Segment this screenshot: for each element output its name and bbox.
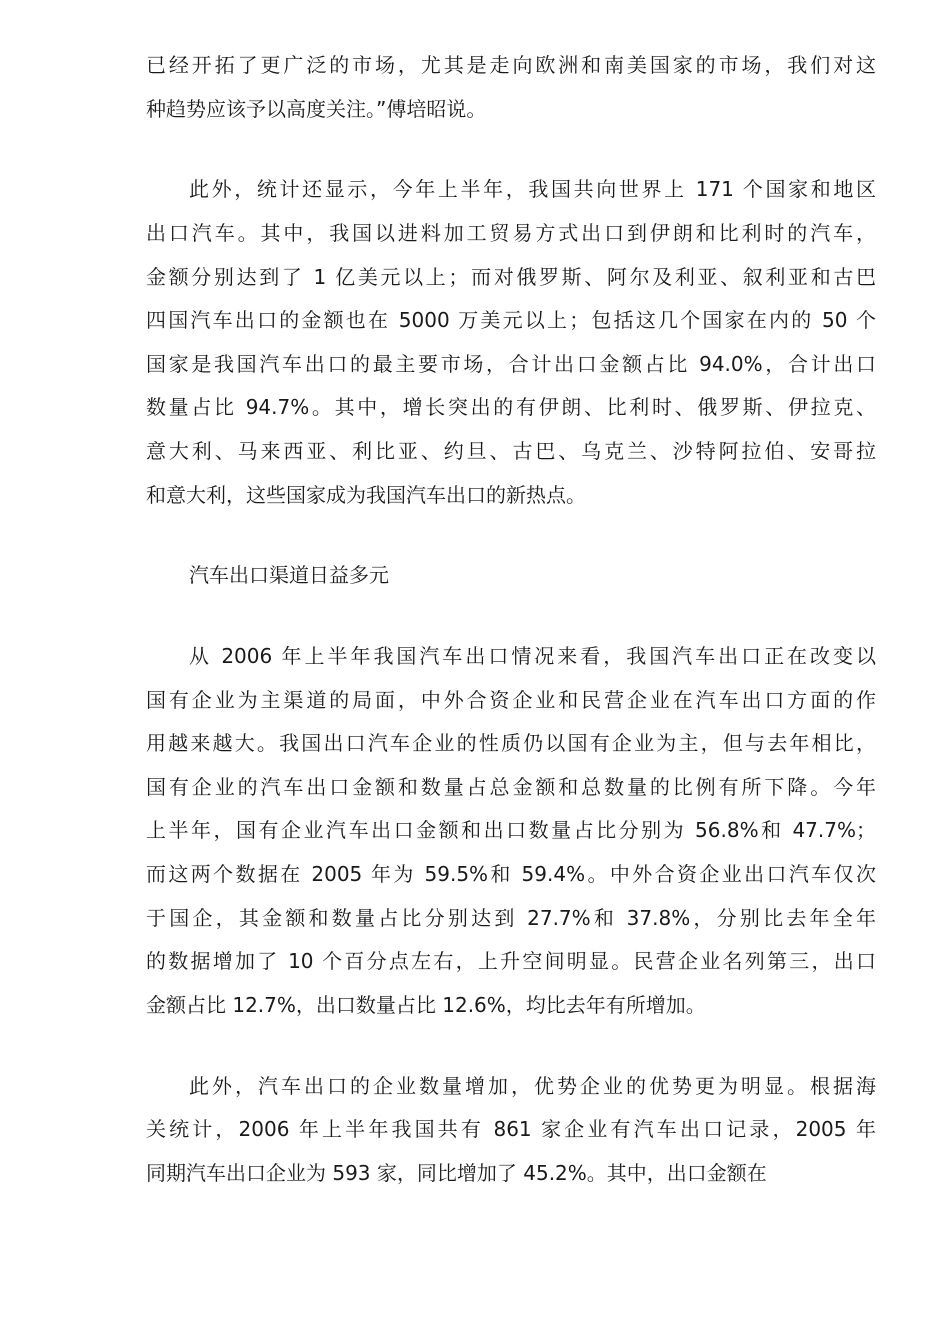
text-line: 金额分别达到了 1 亿美元以上；而对俄罗斯、阿尔及利亚、叙利亚和古巴 [146,264,876,289]
text-line: 而这两个数据在 2005 年为 59.5%和 59.4%。中外合资企业出口汽车仅次 [146,862,876,887]
text-line: 种趋势应该予以高度关注。”傅培昭说。 [146,96,487,121]
text-line: 上半年，国有企业汽车出口金额和出口数量占比分别为 56.8%和 47.7%； [146,818,876,843]
text-line: 此外，统计还显示，今年上半年，我国共向世界上 171 个国家和地区 [189,177,876,202]
paragraph-gap [146,598,876,635]
text-line: 国有企业的汽车出口金额和数量占总金额和总数量的比例有所下降。今年 [146,774,876,799]
text-line: 出口汽车。其中，我国以进料加工贸易方式出口到伊朗和比利时的汽车， [146,220,876,245]
text-line: 关统计，2006 年上半年我国共有 861 家企业有汽车出口记录，2005 年 [146,1117,876,1142]
text-line: 金额占比 12.7%，出口数量占比 12.6%，均比去年有所增加。 [146,992,706,1017]
document-body [146,44,876,1195]
text-line: 和意大利，这些国家成为我国汽车出口的新热点。 [146,482,586,507]
paragraph-gap [146,131,876,168]
section-heading [146,554,876,598]
text-line: 用越来越大。我国出口汽车企业的性质仍以国有企业为主，但与去年相比， [146,731,876,756]
text-line: 同期汽车出口企业为 593 家，同比增加了 45.2%。其中，出口金额在 [146,1160,767,1185]
text-line: 此外，汽车出口的企业数量增加，优势企业的优势更为明显。根据海 [189,1073,876,1098]
paragraph-export-markets [146,168,876,517]
paragraph-continuation [146,44,876,131]
text-line: 国家是我国汽车出口的最主要市场，合计出口金额占比 94.0%，合计出口 [146,351,876,376]
text-line: 的数据增加了 10 个百分点左右，上升空间明显。民营企业名列第三，出口 [146,949,876,974]
text-line: 从 2006 年上半年我国汽车出口情况来看，我国汽车出口正在改变以 [189,644,876,669]
text-line: 四国汽车出口的金额也在 5000 万美元以上；包括这几个国家在内的 50 个 [146,308,876,333]
text-line: 数量占比 94.7%。其中，增长突出的有伊朗、比利时、俄罗斯、伊拉克、 [146,395,876,420]
paragraph-enterprise-count [146,1065,876,1196]
paragraph-export-channels [146,635,876,1027]
paragraph-gap [146,517,876,554]
text-line: 国有企业为主渠道的局面，中外合资企业和民营企业在汽车出口方面的作 [146,687,876,712]
text-line: 于国企，其金额和数量占比分别达到 27.7%和 37.8%，分别比去年全年 [146,905,876,930]
text-line: 已经开拓了更广泛的市场，尤其是走向欧洲和南美国家的市场，我们对这 [146,53,876,77]
text-line: 意大利、马来西亚、利比亚、约旦、古巴、乌克兰、沙特阿拉伯、安哥拉 [146,438,876,463]
paragraph-gap [146,1027,876,1064]
section-heading-text: 汽车出口渠道日益多元 [189,563,389,588]
